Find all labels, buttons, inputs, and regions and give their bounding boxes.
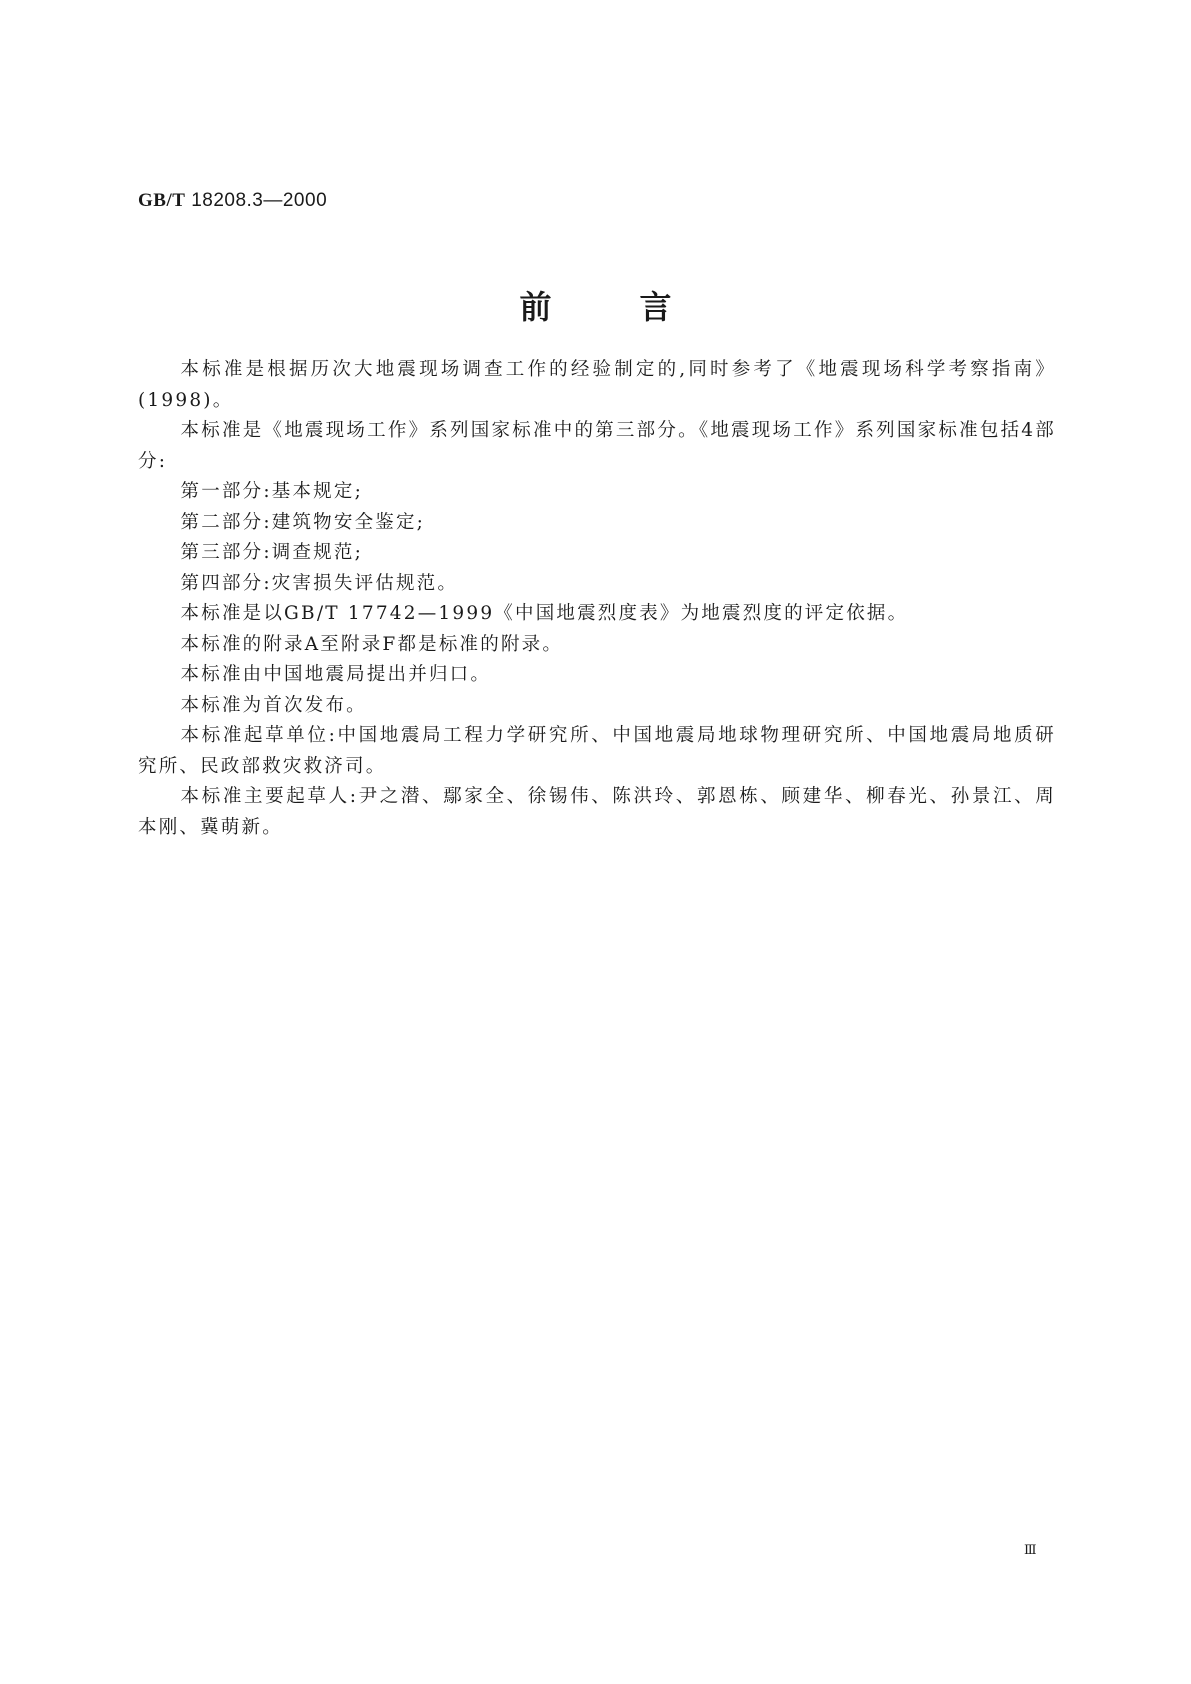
paragraph-intensity-basis: 本标准是以GB/T 17742—1999《中国地震烈度表》为地震烈度的评定依据。 (180, 603, 909, 624)
paragraph-appendices: 本标准的附录A至附录F都是标准的附录。 (180, 633, 564, 655)
page-number: Ⅲ (1024, 1542, 1037, 1557)
paragraph-proposer: 本标准由中国地震局提出并归口。 (180, 664, 492, 685)
list-item-part-3: 第三部分:调查规范; (180, 542, 364, 563)
paragraph-series: 本标准是《地震现场工作》系列国家标准中的第三部分。《地震现场工作》系列国家标准包括4部分: (138, 420, 1056, 472)
list-item-part-1: 第一部分:基本规定; (180, 481, 364, 502)
page-title: 前言 (519, 288, 760, 326)
standard-code-number: 18208.3—2000 (191, 190, 328, 211)
standard-code-prefix: GB/T (138, 190, 186, 211)
foreword-body (138, 355, 1056, 843)
paragraph-basis: 本标准是根据历次大地震现场调查工作的经验制定的,同时参考了《地震现场科学考察指南》(1998)。 (138, 359, 1056, 411)
list-item-part-2: 第二部分:建筑物安全鉴定; (180, 511, 426, 533)
paragraph-drafters: 本标准主要起草人:尹之潜、鄢家全、徐锡伟、陈洪玲、郭恩栋、顾建华、柳春光、孙景江、周本刚、冀萌新。 (138, 786, 1056, 838)
standard-code (138, 190, 327, 212)
paragraph-first-release: 本标准为首次发布。 (180, 694, 367, 716)
paragraph-drafting-units: 本标准起草单位:中国地震局工程力学研究所、中国地震局地球物理研究所、中国地震局地质研究所、民政部救灾救济司。 (138, 725, 1056, 777)
list-item-part-4: 第四部分:灾害损失评估规范。 (180, 572, 459, 594)
